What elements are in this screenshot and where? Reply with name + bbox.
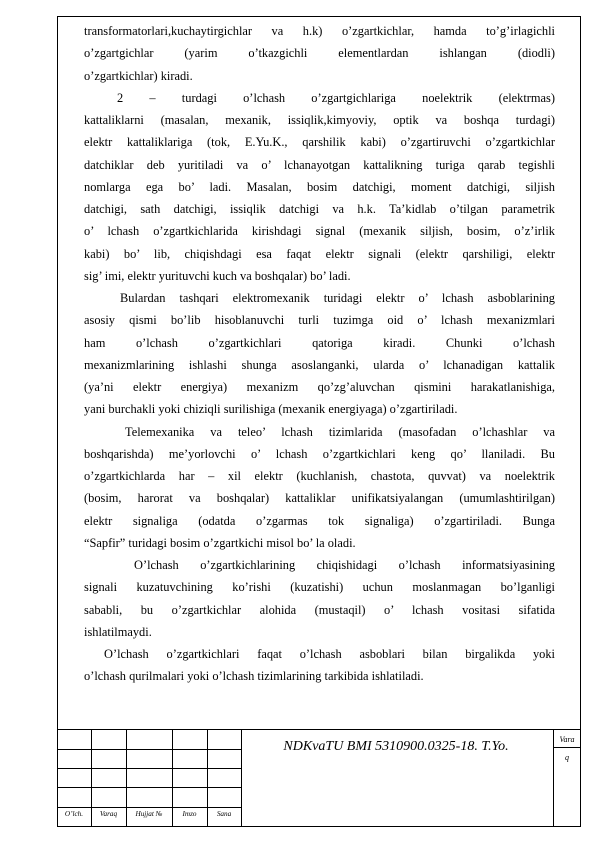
- stamp-col-varaq: Varaq: [99, 810, 118, 818]
- text-line: Bulardan tashqari elektromexanik turidagi elektr o’ lchash asboblarining: [120, 291, 555, 305]
- body-text: [84, 20, 555, 688]
- text-line: o’zgartkichlar) kiradi.: [84, 68, 193, 83]
- text-line: mexanizmlarining ishlashi shunga asoslanganki, ularda o’ lchanadigan kattalik: [84, 357, 555, 372]
- text-line: nomlarga ega bo’ ladi. Masalan, bosim datchigi, moment datchigi, siljish: [84, 179, 555, 194]
- stamp-top-border: [57, 729, 581, 730]
- text-line: yani burchakli yoki chiziqli surilishiga (mexanik energiyaga) o’zgartiriladi.: [84, 402, 458, 417]
- text-line: ham o’lchash o’zgartkichlari qatoriga kiradi. Chunki o’lchash: [84, 335, 555, 350]
- text-line: kattaliklarni (masalan, mexanik, issiqlik,kimyoviy, optik va boshqa turdagi): [84, 113, 555, 127]
- stamp-row-line: [57, 749, 241, 750]
- text-line: o’ lchash o’zgartkichlarida kirishdagi signal (mexanik siljish, bosim, o’z’irlik: [84, 224, 555, 239]
- text-line: ishlatilmaydi.: [84, 624, 152, 639]
- text-line: 2 – turdagi o’lchash o’zgartgichlariga noelektrik (elektrmas): [117, 90, 555, 105]
- stamp-row-line: [57, 768, 241, 769]
- text-line: asosiy qismi bo’lib hisoblanuvchi turli tuzimga oid o’ lchash mexanizmlari: [84, 313, 555, 328]
- text-line: o’zgartgichlar (yarim o’tkazgichli elementlardan ishlangan (diodli): [84, 46, 555, 61]
- stamp-row-line: [57, 807, 241, 808]
- stamp-row-line: [57, 787, 241, 788]
- text-line: Telemexanika va teleo’ lchash tizimlarida (masofadan o’lchashlar va: [125, 424, 555, 439]
- stamp-col-imzo: Imzo: [182, 810, 197, 818]
- stamp-row-line: [553, 747, 581, 748]
- stamp-col-hujjat: Hujjat №: [135, 810, 163, 818]
- text-line: (ya’ni elektr energiya) mexanizm qo’zg’aluvchan qismini harakatlanishiga,: [84, 380, 555, 394]
- text-line: signali kuzatuvchining ko’rishi (kuzatishi) uchun moslanmagan bo’lganligi: [84, 580, 555, 595]
- text-line: transformatorlari,kuchaytirgichlar va h.k) o’zgartkichlar, hamda to’g’irlagichli: [84, 24, 555, 38]
- document-code: NDKvaTU BMI 5310900.0325-18. T.Yo.: [283, 739, 509, 754]
- sheet-number: q: [565, 753, 569, 762]
- text-line: O’lchash o’zgartkichlari faqat o’lchash asboblari bilan birgalikda yoki: [104, 647, 555, 661]
- text-line: “Sapfir” turidagi bosim o’zgartkichi misol bo’ la oladi.: [84, 535, 356, 550]
- stamp-col-olch: O’lch.: [64, 810, 84, 818]
- text-line: elektr signaliga (odatda o’zgarmas tok signaliga) o’zgartiriladi. Bunga: [84, 513, 555, 528]
- stamp-col-sana: Sana: [216, 810, 232, 818]
- text-line: O’lchash o’zgartkichlarining chiqishidagi o’lchash informatsiyasining: [134, 558, 555, 572]
- text-line: kabi) bo’ lib, chiqishdagi esa faqat elektr signali (elektr qarshiligi, elektr: [84, 246, 555, 261]
- text-line: sababli, bu o’zgartkichlar alohida (mustaqil) o’ lchash vositasi sifatida: [84, 602, 555, 617]
- text-line: boshqarishda) me’yorlovchi o’ lchash o’zgartkichlari keng qo’ llaniladi. Bu: [84, 446, 555, 461]
- text-line: (bosim, harorat va boshqalar) kattaliklar unifikatsiyalangan (umumlashtirilgan): [84, 491, 555, 506]
- text-line: sig’ imi, elektr yurituvchi kuch va boshqalar) bo’ ladi.: [84, 268, 351, 283]
- text-line: datchiklar deb yuritiladi va o’ lchanayotgan kattalikning turiga qarab tegishli: [84, 157, 555, 172]
- text-line: o’zgartkichlarda har – xil elektr (kuchlanish, chastota, quvvat) va noelektrik: [84, 469, 555, 483]
- sheet-label: Vara: [559, 735, 575, 744]
- text-line: elektr kattaliklariga (tok, E.Yu.K., qarshilik kabi) o’zgartiruvchi o’zgartkichlar: [84, 135, 555, 150]
- text-line: datchigi, sath datchigi, issiqlik datchigi va h.k. Ta’kidlab o’tilgan parametrik: [84, 202, 555, 216]
- title-block: [57, 729, 581, 827]
- text-line: o’lchash qurilmalari yoki o’lchash tizimlarining tarkibida ishlatiladi.: [84, 669, 424, 684]
